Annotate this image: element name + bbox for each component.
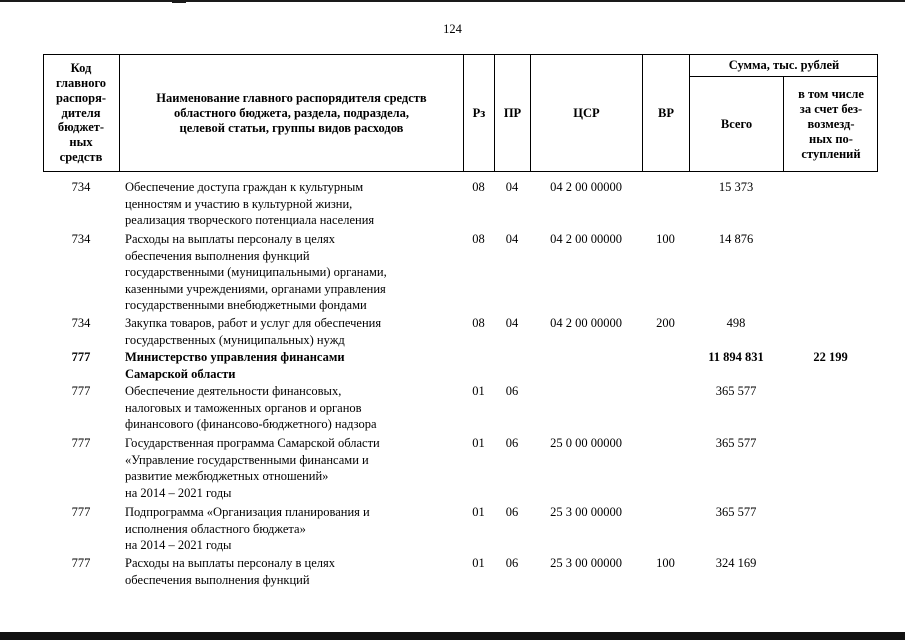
cell-name-line: Самарской области [125, 366, 236, 381]
cell-free: 22 199 [813, 350, 848, 364]
cell-code: 734 [71, 180, 91, 194]
cell-total: 11 894 831 [708, 350, 764, 364]
cell-pr: 04 [505, 316, 519, 330]
cell-csr: 04 2 00 00000 [550, 180, 622, 194]
cell-rz: 01 [472, 556, 485, 570]
cell-rz: 01 [472, 505, 485, 519]
header-code-line: ных [69, 135, 93, 150]
cell-name-line: ценностям и участию в культурной жизни, [125, 196, 353, 211]
cell-name-line: государственными (муниципальными) органами, [125, 265, 387, 280]
header-code-line: средств [59, 149, 103, 164]
cell-name-line: Обеспечение деятельности финансовых, [125, 384, 342, 398]
cell-pr: 06 [505, 505, 519, 519]
cell-pr: 04 [505, 180, 519, 194]
cell-total: 365 577 [715, 384, 757, 398]
cell-pr: 06 [505, 556, 519, 570]
cell-name-line: реализация творческого потенциала населения [125, 213, 375, 228]
cell-name-line: финансового (финансово-бюджетного) надзора [125, 417, 377, 432]
cell-code: 777 [71, 384, 91, 398]
cell-name-line: на 2014 – 2021 годы [125, 538, 232, 553]
header-free-line: в том числе [798, 87, 864, 101]
header-name-line: Наименование главного распорядителя средств [156, 90, 427, 105]
cell-csr: 25 3 00 00000 [550, 556, 622, 570]
cell-pr: 04 [505, 232, 519, 246]
scan-mark [172, 0, 186, 3]
cell-name-line: Закупка товаров, работ и услуг для обеспечения [125, 316, 382, 330]
header-free-line: возмезд- [807, 117, 855, 131]
scan-top-edge [0, 0, 905, 2]
header-code-line: главного [55, 76, 107, 90]
header-total: Всего [689, 76, 783, 172]
cell-name-line: Подпрограмма «Организация планирования и [125, 505, 370, 519]
cell-name-line: «Управление государственными финансами и [125, 452, 369, 467]
cell-name-line: обеспечения выполнения функций [125, 248, 310, 263]
cell-pr: 06 [505, 384, 519, 398]
cell-csr: 04 2 00 00000 [550, 316, 622, 330]
header-vr: ВР [642, 54, 689, 172]
header-name-line: целевой статьи, группы видов расходов [179, 120, 404, 135]
cell-vr: 200 [656, 316, 675, 330]
cell-total: 498 [726, 316, 746, 330]
cell-name-line: на 2014 – 2021 годы [125, 485, 232, 500]
header-free-line: ных по- [809, 132, 853, 146]
cell-pr: 06 [505, 436, 519, 450]
cell-name-line: казенными учреждениями, органами управления [125, 281, 386, 296]
cell-name-line: государственными внебюджетными фондами [125, 298, 367, 313]
header-csr: ЦСР [530, 54, 642, 172]
cell-name-line: Государственная программа Самарской области [125, 436, 380, 450]
cell-code: 777 [71, 556, 91, 570]
cell-total: 365 577 [715, 436, 757, 450]
cell-name-line: Расходы на выплаты персоналу в целях [125, 232, 335, 246]
cell-csr: 04 2 00 00000 [550, 232, 622, 246]
header-name-line: областного бюджета, раздела, подраздела, [173, 105, 410, 120]
cell-total: 15 373 [718, 180, 754, 194]
cell-name [125, 504, 463, 554]
header-free-line: за счет без- [799, 102, 863, 116]
header-frame [43, 54, 878, 172]
page-number: 124 [443, 22, 462, 36]
header-sum: Сумма, тыс. рублей [689, 54, 878, 76]
cell-rz: 01 [472, 436, 485, 450]
cell-code: 777 [71, 505, 91, 519]
cell-total: 365 577 [715, 505, 757, 519]
cell-name [125, 179, 463, 229]
cell-total: 324 169 [715, 556, 757, 570]
cell-name-line: развитие межбюджетных отношений» [125, 469, 329, 484]
cell-vr: 100 [656, 556, 675, 570]
table-header [43, 54, 878, 172]
cell-rz: 08 [472, 232, 485, 246]
cell-name-line: обеспечения выполнения функций [125, 572, 310, 587]
header-pr: ПР [494, 54, 530, 172]
header-code-line: дителя [61, 105, 101, 120]
cell-code: 734 [71, 232, 91, 246]
cell-name [125, 349, 463, 382]
cell-rz: 08 [472, 180, 485, 194]
header-code-line: бюджет- [57, 120, 105, 135]
cell-name [125, 435, 463, 501]
cell-rz: 08 [472, 316, 485, 330]
cell-name [125, 231, 463, 314]
cell-csr: 25 0 00 00000 [550, 436, 622, 450]
cell-total: 14 876 [718, 232, 754, 246]
cell-name-line: Обеспечение доступа граждан к культурным [125, 180, 364, 194]
cell-rz: 01 [472, 384, 485, 398]
scan-bottom-edge [0, 632, 905, 640]
header-free-line: ступлений [801, 147, 861, 161]
cell-name-line: государственных (муниципальных) нужд [125, 332, 345, 347]
header-rz: Рз [463, 54, 494, 172]
cell-name [125, 315, 463, 348]
cell-name [125, 383, 463, 433]
header-code-line: распоря- [55, 90, 107, 105]
cell-name-line: налоговых и таможенных органов и органов [125, 400, 362, 415]
cell-vr: 100 [656, 232, 675, 246]
cell-csr: 25 3 00 00000 [550, 505, 622, 519]
cell-code: 734 [71, 316, 91, 330]
cell-name-line: Министерство управления финансами [125, 350, 345, 364]
cell-name-line: исполнения областного бюджета» [125, 521, 306, 536]
header-code-line: Код [70, 61, 92, 76]
cell-code: 777 [71, 436, 91, 450]
cell-name [125, 555, 463, 588]
cell-code: 777 [71, 350, 91, 364]
cell-name-line: Расходы на выплаты персоналу в целях [125, 556, 335, 570]
